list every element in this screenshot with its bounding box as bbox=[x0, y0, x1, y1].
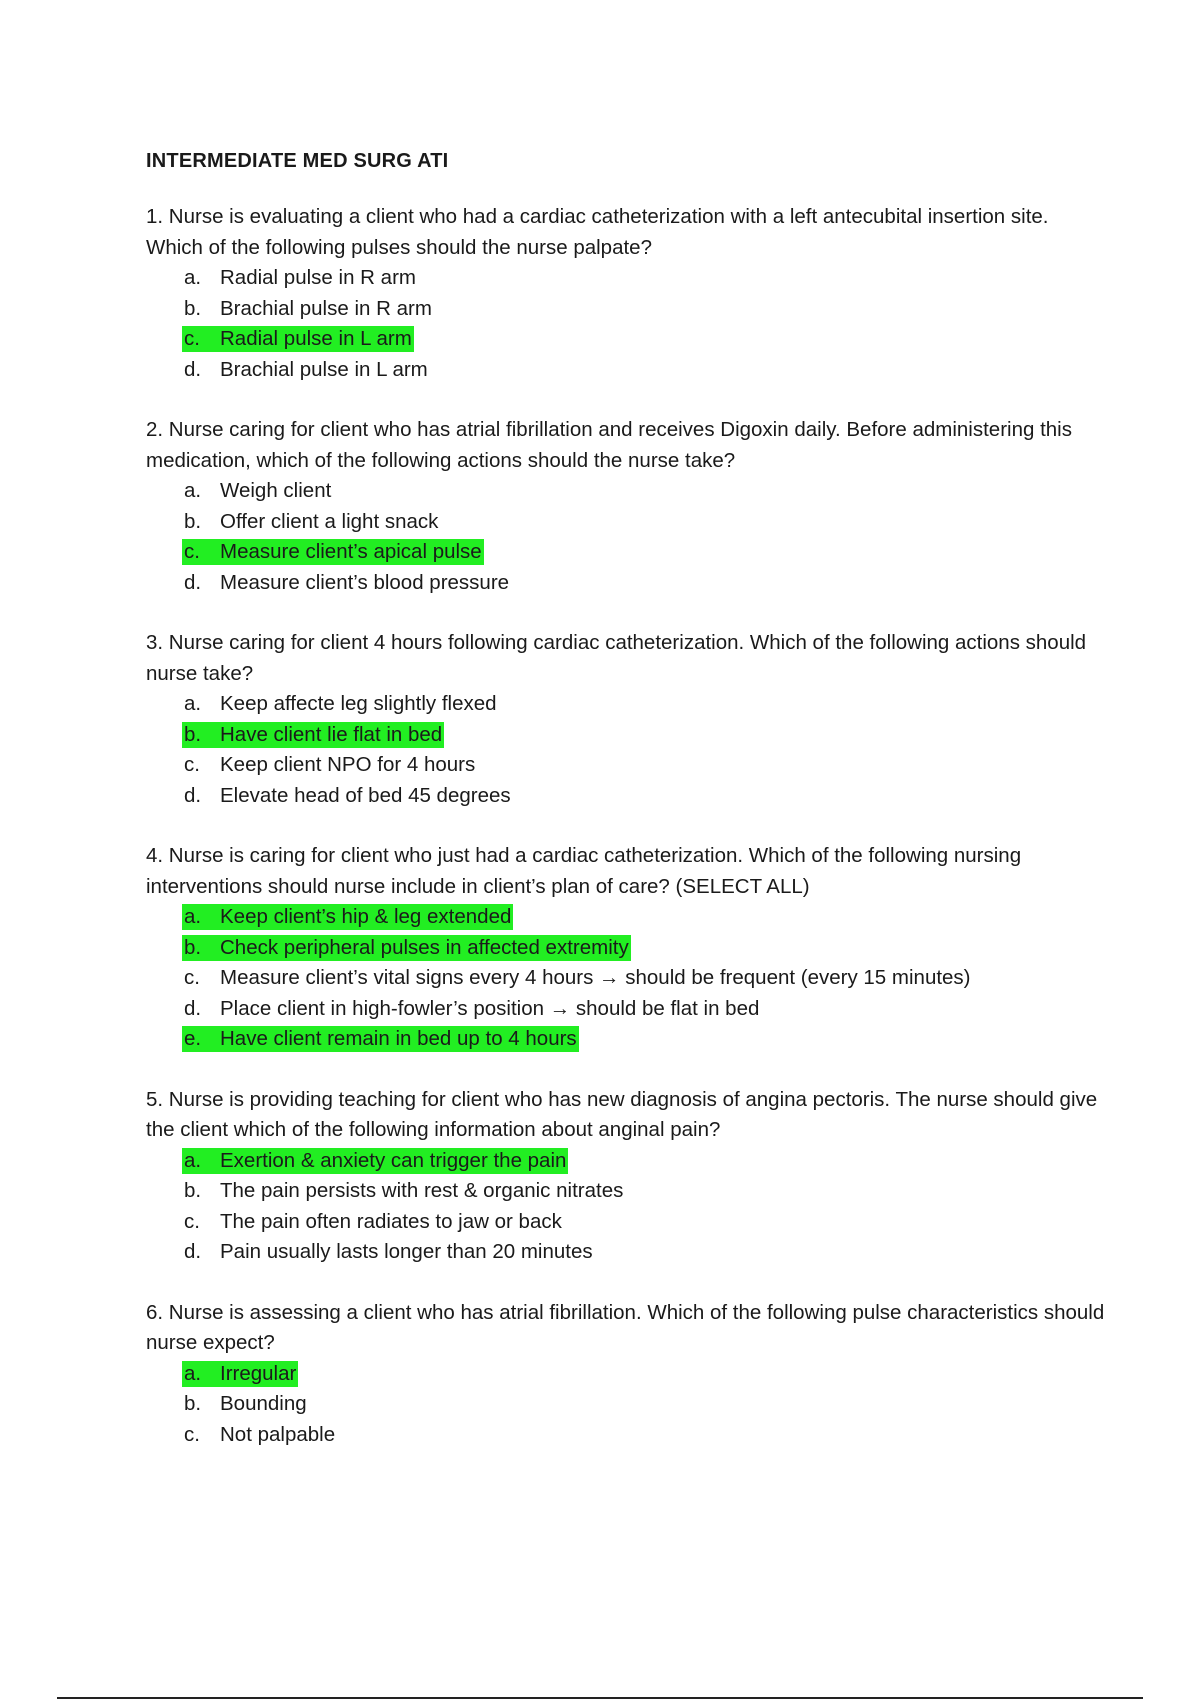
answer-option-correct bbox=[146, 1359, 1106, 1390]
option-text: Have client remain in bed up to 4 hours bbox=[220, 1027, 577, 1050]
answer-option-correct bbox=[146, 902, 1106, 933]
answer-option bbox=[146, 1237, 1106, 1268]
answer-highlight bbox=[182, 935, 631, 961]
answer-highlight bbox=[182, 1361, 298, 1387]
option-letter: a. bbox=[184, 1148, 202, 1172]
answer-option bbox=[146, 1176, 1106, 1207]
answer-highlight bbox=[182, 722, 444, 748]
question-2 bbox=[146, 415, 1106, 598]
answer-option bbox=[146, 1420, 1106, 1451]
option-text: Keep client’s hip & leg extended bbox=[220, 905, 512, 928]
answer-option bbox=[146, 355, 1106, 386]
answer-option bbox=[146, 750, 1106, 781]
answer-option bbox=[146, 963, 1106, 994]
option-letter: e. bbox=[184, 1027, 202, 1050]
answer-option bbox=[146, 294, 1106, 325]
option-letter: b. bbox=[184, 509, 202, 533]
answer-option bbox=[146, 1207, 1106, 1238]
option-text: The pain often radiates to jaw or back bbox=[220, 1209, 562, 1233]
document-page bbox=[146, 146, 1106, 1480]
option-letter: c. bbox=[184, 966, 200, 989]
option-text: Measure client’s apical pulse bbox=[220, 540, 482, 563]
question-1 bbox=[146, 202, 1106, 385]
option-text: Not palpable bbox=[220, 1422, 336, 1446]
option-text: Measure client’s blood pressure bbox=[220, 570, 510, 594]
question-list bbox=[146, 202, 1106, 1450]
answer-text-wrap bbox=[182, 1391, 309, 1417]
answer-text-wrap bbox=[182, 965, 973, 991]
answer-option-correct bbox=[146, 720, 1106, 751]
option-letter: c. bbox=[184, 1422, 200, 1446]
answer-text-wrap bbox=[182, 1209, 564, 1235]
question-stem: 1. Nurse is evaluating a client who had a cardiac catheterization with a left antecubital insertion site. Which of the following pulses should the nurse palpate? bbox=[146, 205, 1049, 259]
answer-highlight bbox=[182, 1026, 579, 1052]
option-text: Have client lie flat in bed bbox=[220, 722, 443, 746]
option-letter: d. bbox=[184, 357, 202, 381]
option-text: Weigh client bbox=[220, 479, 332, 502]
answer-text-wrap bbox=[182, 478, 333, 504]
answer-text-wrap bbox=[182, 509, 440, 535]
answer-option-correct bbox=[146, 537, 1106, 568]
question-stem: 3. Nurse caring for client 4 hours following cardiac catheterization. Which of the following actions should nurse take? bbox=[146, 631, 1087, 685]
answer-options bbox=[146, 1146, 1106, 1268]
answer-text-wrap bbox=[182, 357, 430, 383]
option-letter: d. bbox=[184, 570, 202, 594]
answer-text-wrap bbox=[182, 570, 511, 596]
question-4 bbox=[146, 841, 1106, 1055]
answer-highlight bbox=[182, 904, 513, 930]
option-letter: d. bbox=[184, 1240, 202, 1263]
answer-option bbox=[146, 1389, 1106, 1420]
option-letter: b. bbox=[184, 296, 202, 320]
question-5 bbox=[146, 1085, 1106, 1268]
option-text: Radial pulse in L arm bbox=[220, 327, 412, 350]
option-letter: d. bbox=[184, 996, 202, 1020]
page-bottom-rule bbox=[57, 1697, 1143, 1699]
answer-option bbox=[146, 689, 1106, 720]
option-text: Offer client a light snack bbox=[220, 509, 439, 533]
question-3 bbox=[146, 628, 1106, 811]
answer-option bbox=[146, 507, 1106, 538]
option-text: Brachial pulse in R arm bbox=[220, 296, 432, 320]
option-letter: b. bbox=[184, 1179, 202, 1202]
answer-text-wrap bbox=[182, 1422, 337, 1448]
option-text: Exertion & anxiety can trigger the pain bbox=[220, 1148, 567, 1172]
answer-options bbox=[146, 689, 1106, 811]
option-text: Pain usually lasts longer than 20 minutes bbox=[220, 1240, 593, 1263]
answer-options bbox=[146, 1359, 1106, 1451]
answer-option-correct bbox=[146, 933, 1106, 964]
answer-text-wrap bbox=[182, 296, 434, 322]
question-6 bbox=[146, 1298, 1106, 1451]
answer-text-wrap bbox=[182, 1239, 595, 1265]
option-text: Check peripheral pulses in affected extremity bbox=[220, 935, 629, 959]
option-letter: a. bbox=[184, 266, 202, 289]
question-stem: 2. Nurse caring for client who has atrial fibrillation and receives Digoxin daily. Before administering this medication, which of the following actions should the nurse take? bbox=[146, 418, 1072, 472]
answer-option bbox=[146, 476, 1106, 507]
option-letter: a. bbox=[184, 692, 202, 715]
answer-text-wrap bbox=[182, 1178, 625, 1204]
answer-text-wrap bbox=[182, 783, 513, 809]
answer-text-wrap bbox=[182, 996, 761, 1022]
answer-options bbox=[146, 263, 1106, 385]
option-text: The pain persists with rest & organic nitrates bbox=[220, 1179, 624, 1202]
option-letter: c. bbox=[184, 1209, 200, 1233]
answer-options bbox=[146, 902, 1106, 1055]
answer-highlight bbox=[182, 1148, 568, 1174]
option-text: Keep client NPO for 4 hours bbox=[220, 753, 476, 776]
question-stem: 6. Nurse is assessing a client who has atrial fibrillation. Which of the following pulse characteristics should nurse expect? bbox=[146, 1300, 1105, 1354]
option-letter: c. bbox=[184, 753, 200, 776]
option-letter: a. bbox=[184, 1361, 202, 1385]
answer-highlight bbox=[182, 326, 414, 352]
option-text: Brachial pulse in L arm bbox=[220, 357, 428, 381]
option-letter: b. bbox=[184, 935, 202, 959]
answer-text-wrap bbox=[182, 691, 499, 717]
answer-option-correct bbox=[146, 324, 1106, 355]
option-text: Elevate head of bed 45 degrees bbox=[220, 783, 511, 807]
option-letter: a. bbox=[184, 905, 202, 928]
answer-text-wrap bbox=[182, 265, 418, 291]
document-title: INTERMEDIATE MED SURG ATI bbox=[146, 150, 449, 172]
option-letter: b. bbox=[184, 1392, 202, 1415]
option-text: Place client in high-fowler’s position → should be flat in bed bbox=[220, 996, 760, 1020]
option-text: Irregular bbox=[220, 1361, 297, 1385]
option-letter: a. bbox=[184, 479, 202, 502]
option-text: Bounding bbox=[220, 1392, 307, 1415]
option-text: Radial pulse in R arm bbox=[220, 266, 416, 289]
answer-option bbox=[146, 263, 1106, 294]
answer-option bbox=[146, 781, 1106, 812]
question-stem: 4. Nurse is caring for client who just had a cardiac catheterization. Which of the following nursing interventions should nurse include in client’s plan of care? (SELECT ALL) bbox=[146, 844, 1022, 898]
answer-option-correct bbox=[146, 1146, 1106, 1177]
option-letter: d. bbox=[184, 783, 202, 807]
option-letter: c. bbox=[184, 540, 200, 563]
option-letter: c. bbox=[184, 327, 200, 350]
answer-text-wrap bbox=[182, 752, 477, 778]
option-text: Keep affecte leg slightly flexed bbox=[220, 692, 497, 715]
answer-options bbox=[146, 476, 1106, 598]
answer-option bbox=[146, 568, 1106, 599]
question-stem: 5. Nurse is providing teaching for client who has new diagnosis of angina pectoris. The nurse should give the client which of the following information about anginal pain? bbox=[146, 1087, 1098, 1141]
option-text: Measure client’s vital signs every 4 hours → should be frequent (every 15 minutes) bbox=[220, 966, 971, 989]
option-letter: b. bbox=[184, 722, 202, 746]
answer-highlight bbox=[182, 539, 484, 565]
answer-option bbox=[146, 994, 1106, 1025]
answer-option-correct bbox=[146, 1024, 1106, 1055]
